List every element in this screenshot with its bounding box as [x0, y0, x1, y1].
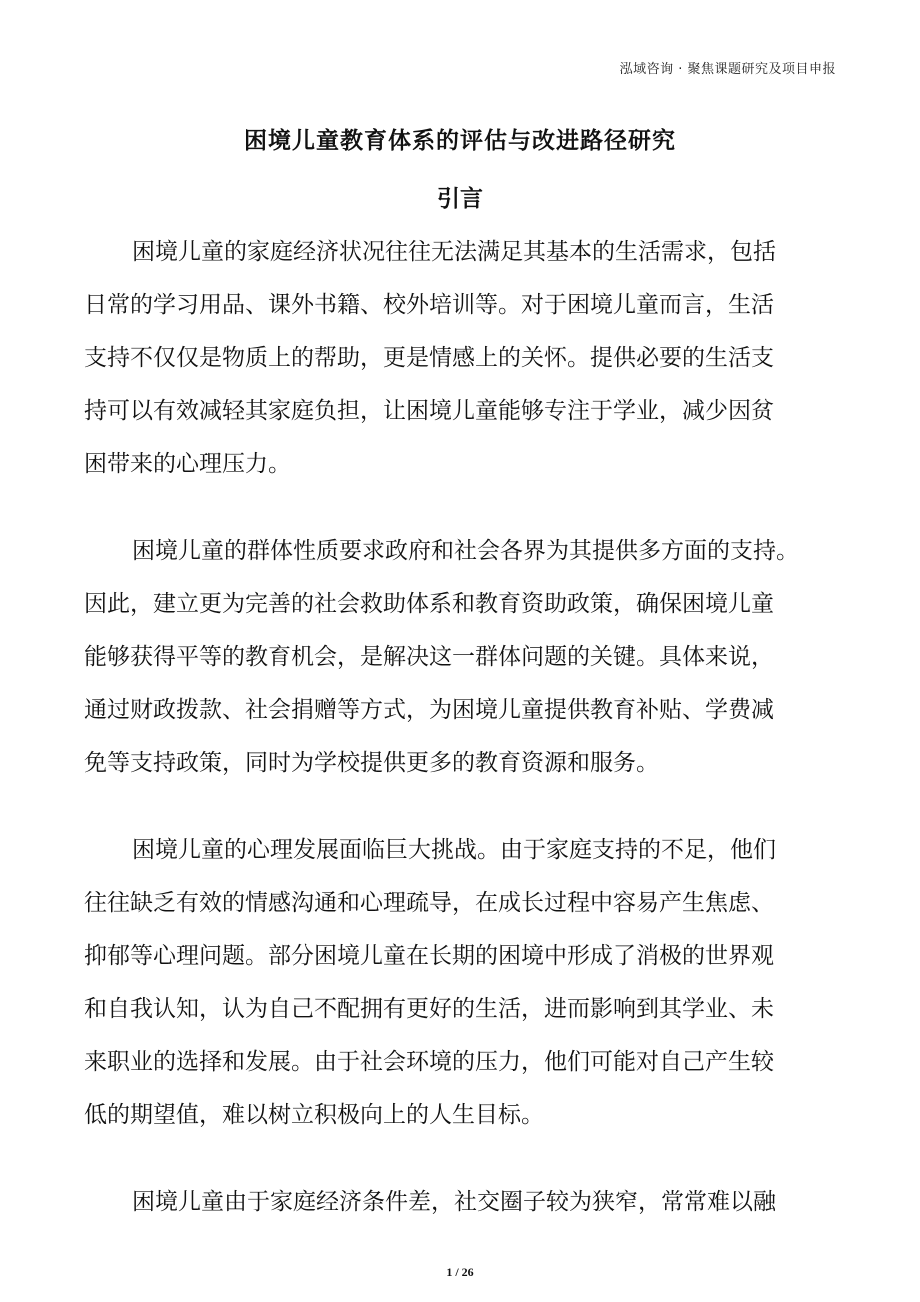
text-line: 来职业的选择和发展。由于社会环境的压力，他们可能对自己产生较 [84, 1049, 774, 1075]
text-line: 和自我认知，认为自己不配拥有更好的生活，进而影响到其学业、未 [84, 996, 774, 1022]
document-title: 困境儿童教育体系的评估与改进路径研究 [244, 128, 676, 154]
text-line: 免等支持政策，同时为学校提供更多的教育资源和服务。 [84, 750, 659, 776]
text-line: 抑郁等心理问题。部分困境儿童在长期的困境中形成了消极的世界观 [84, 943, 774, 969]
text-line: 支持不仅仅是物质上的帮助，更是情感上的关怀。提供必要的生活支 [84, 345, 774, 371]
text-line: 困境儿童的群体性质要求政府和社会各界为其提供多方面的支持。 [132, 538, 799, 564]
text-line: 困带来的心理压力。 [84, 451, 291, 477]
text-line: 往往缺乏有效的情感沟通和心理疏导，在成长过程中容易产生焦虑、 [84, 890, 774, 916]
text-line: 持可以有效减轻其家庭负担，让困境儿童能够专注于学业，减少因贫 [84, 398, 774, 424]
paragraph [84, 228, 836, 493]
text-line: 通过财政拨款、社会捐赠等方式，为困境儿童提供教育补贴、学费减 [84, 697, 774, 723]
paragraph [84, 826, 836, 1144]
text-line: 低的期望值，难以树立积极向上的人生目标。 [84, 1102, 544, 1128]
text-line: 日常的学习用品、课外书籍、校外培训等。对于困境儿童而言，生活 [84, 292, 774, 318]
text-line: 困境儿童的家庭经济状况往往无法满足其基本的生活需求，包括 [132, 239, 776, 265]
text-line: 能够获得平等的教育机会，是解决这一群体问题的关键。具体来说， [84, 644, 774, 670]
paragraph [84, 527, 836, 792]
text-line: 困境儿童由于家庭经济条件差，社交圈子较为狭窄，常常难以融 [132, 1189, 776, 1215]
section-heading: 引言 [437, 186, 483, 212]
document-body [84, 228, 836, 1265]
paragraph [84, 1178, 836, 1231]
page-header: 泓域咨询 · 聚焦课题研究及项目申报 [619, 62, 836, 77]
text-line: 因此，建立更为完善的社会救助体系和教育资助政策，确保困境儿童 [84, 591, 774, 617]
page-number: 1 / 26 [446, 1265, 474, 1279]
text-line: 困境儿童的心理发展面临巨大挑战。由于家庭支持的不足，他们 [132, 837, 776, 863]
